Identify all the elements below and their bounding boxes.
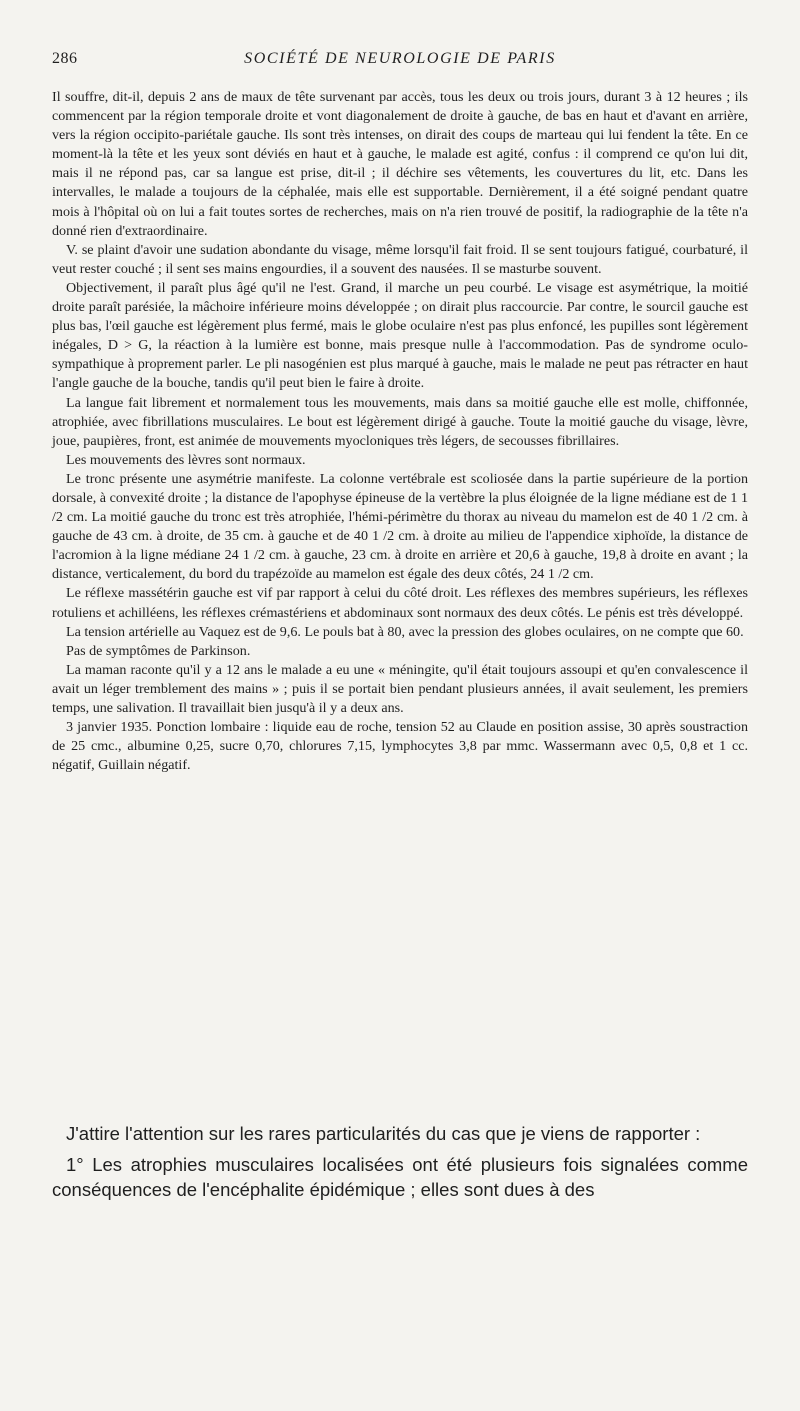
paragraph-lumbar-puncture: 3 janvier 1935. Ponction lombaire : liquide eau de roche, tension 52 au Claude en position assise, 30 après soustraction de 25 cmc., albumine 0,25, sucre 0,70, chlorures 7,15, lymphocytes 3,8 par mmc. Wassermann avec 0,5, 0,8 et 1 cc. négatif, Guillain négatif. (52, 719, 748, 774)
paragraph-tongue: La langue fait librement et normalement tous les mouvements, mais dans sa moitié gauche elle est molle, chiffonnée, atrophiée, avec fibrillations musculaires. Le bout est légèrement dirigé à gauche. Toute la moitié gauche du visage, lèvre, joue, paupières, front, est animée de mouvements myocloniques très légers, de secousses fibrillaires. (52, 394, 748, 449)
paragraph-history: La maman raconte qu'il y a 12 ans le malade a eu une « méningite, qu'il était toujours assoupi et qu'en convalescence il avait un léger tremblement des mains » ; puis il se portait bien pendant plusieurs années, il avait seulement, les premiers temps, une salivation. Il travaillait bien jusqu'à il y a deux ans. (52, 661, 748, 716)
paragraph-parkinson: Pas de symptômes de Parkinson. (66, 642, 251, 659)
paragraph-sweating: V. se plaint d'avoir une sudation abondante du visage, même lorsqu'il fait froid. Il se sent toujours fatigué, courbaturé, il veut rester couché ; il sent ses mains engourdies, il a souvent des nausées. Il se masturbe souvent. (52, 241, 748, 277)
paragraph-objective-exam: Objectivement, il paraît plus âgé qu'il ne l'est. Grand, il marche un peu courbé. Le visage est asymétrique, la moitié droite paraît parésiée, la mâchoire inférieure moins développée ; on dirait plus raccourcie. Par contre, le sourcil gauche est plus bas, l'œil gauche est légèrement plus fermé, mais le globe oculaire n'est pas plus enfoncé, les pupilles sont légèrement inégales, D > G, la réaction à la lumière est bonne, mais presque nulle à l'accommodation. Pas de syndrome oculo-sympathique à proprement parler. Le pli nasogénien est plus marqué à gauche, mais le malade ne peut pas rétracter en haut l'angle gauche de la bouche, tandis qu'il peut bien le faire à droite. (52, 279, 748, 392)
paragraph-reflexes: Le réflexe massétérin gauche est vif par rapport à celui du côté droit. Les réflexes des membres supérieurs, les réflexes rotuliens et achilléens, les réflexes crémastériens et abdominaux sont normaux des deux côtés. Le pénis est très développé. (52, 585, 748, 621)
paragraph-blood-pressure: La tension artérielle au Vaquez est de 9,6. Le pouls bat à 80, avec la pression des globes oculaires, on ne compte que 60. (66, 623, 744, 640)
conclusion-text (52, 1121, 748, 1208)
body-text (52, 88, 748, 775)
conclusion-point-1: 1° Les atrophies musculaires localisées ont été plusieurs fois signalées comme conséquences de l'encéphalite épidémique ; elles sont dues à des (52, 1153, 748, 1200)
paragraph-trunk: Le tronc présente une asymétrie manifeste. La colonne vertébrale est scoliosée dans la partie supérieure de la portion dorsale, à convexité droite ; la distance de l'apophyse épineuse de la vertèbre la plus éloignée de la ligne médiane est de 1 1 /2 cm. La moitié gauche du tronc est très atrophiée, l'hémi-périmètre du thorax au niveau du mamelon est de 40 1 /2 cm. à gauche de 43 cm. à droite, de 35 cm. à gauche et de 40 1 /2 cm. à droite au milieu de l'appendice xiphoïde, la distance de l'acromion à la ligne médiane 24 1 /2 cm. à gauche, 23 cm. à droite en arrière et 20,6 à gauche, 19,8 à droite en avant ; la distance, verticalement, du bord du trapézoïde au mamelon est égale des deux côtés, 24 1 /2 cm. (52, 470, 748, 583)
paragraph-headache: Il souffre, dit-il, depuis 2 ans de maux de tête survenant par accès, tous les deux ou trois jours, durant 3 à 12 heures ; ils commencent par la région temporale droite et vont diagonalement de droite à gauche, de bas en haut et d'avant en arrière, vers la région occipito-pariétale gauche. Ils sont très intenses, on dirait des coups de marteau qui lui fendent la tête. En ce moment-là la tête et les yeux sont déviés en haut et à gauche, le malade est agité, confus : il comprend ce qu'on lui dit, mais il ne répond pas, car sa langue est prise, dit-il ; il déchire ses vêtements, les couvertures du lit, etc. Dans les intervalles, le malade a toujours de la céphalée, mais elle est supportable. Dernièrement, il a été soigné pendant quatre mois à l'hôpital où on lui a fait toutes sortes de recherches, mais on n'a rien trouvé de positif, la radiographie de la tête n'a donné rien d'extraordinaire. (52, 89, 748, 239)
running-head: SOCIÉTÉ DE NEUROLOGIE DE PARIS (244, 50, 556, 67)
conclusion-intro: J'attire l'attention sur les rares particularités du cas que je viens de rapporter : (66, 1123, 701, 1144)
page-header (52, 50, 748, 76)
page-number: 286 (52, 50, 78, 67)
paragraph-lips: Les mouvements des lèvres sont normaux. (66, 451, 306, 468)
